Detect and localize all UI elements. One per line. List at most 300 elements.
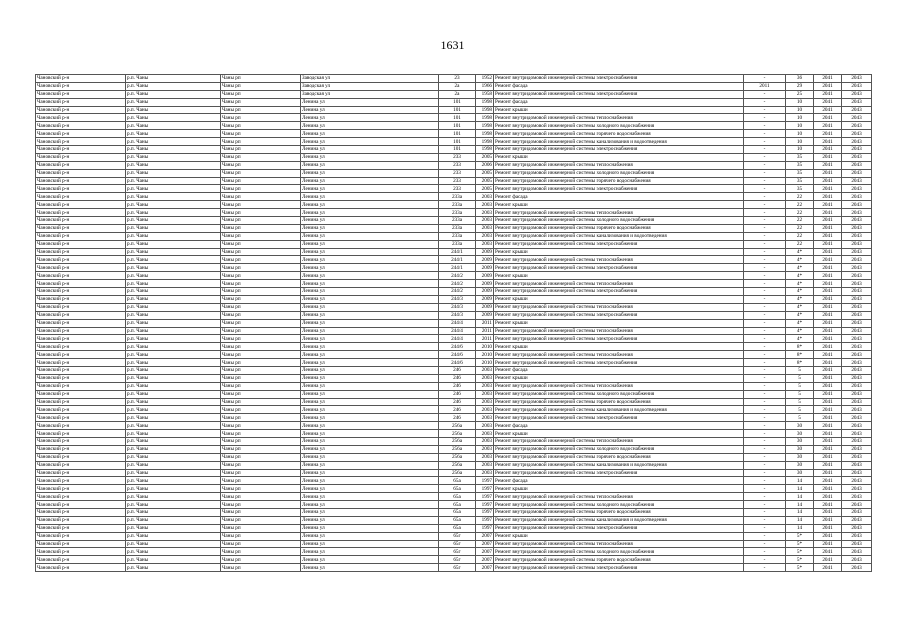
settlement-cell: Чаны рп [221,556,301,564]
wear-cell: 5 [786,366,814,374]
period-start-cell: 2041 [814,359,842,367]
settlement-cell: Чаны рп [221,185,301,193]
build-year-cell: 2009 [476,248,494,256]
settlement-type-cell: р.п. Чаны [126,508,221,516]
last-repair-year-cell: - [744,122,786,130]
last-repair-year-cell: - [744,106,786,114]
last-repair-year-cell: - [744,280,786,288]
house-number-cell: 233а [439,201,476,209]
table-row [36,169,872,177]
work-type-cell: Ремонт крыши [494,485,744,493]
house-number-cell: 101 [439,106,476,114]
period-end-cell: 2043 [842,366,872,374]
settlement-type-cell: р.п. Чаны [126,366,221,374]
last-repair-year-cell: - [744,209,786,217]
settlement-type-cell: р.п. Чаны [126,240,221,248]
last-repair-year-cell: - [744,469,786,477]
house-number-cell: 246 [439,382,476,390]
house-number-cell: 65а [439,493,476,501]
house-number-cell: 256а [439,453,476,461]
street-cell: Заводская ул [301,90,439,98]
period-end-cell: 2043 [842,548,872,556]
table-row [36,374,872,382]
settlement-type-cell: р.п. Чаны [126,75,221,83]
work-type-cell: Ремонт крыши [494,201,744,209]
table-row [36,422,872,430]
period-start-cell: 2041 [814,122,842,130]
street-cell: Ленина ул [301,224,439,232]
work-type-cell: Ремонт крыши [494,343,744,351]
street-cell: Ленина ул [301,185,439,193]
last-repair-year-cell: - [744,477,786,485]
period-end-cell: 2043 [842,232,872,240]
street-cell: Ленина ул [301,359,439,367]
settlement-cell: Чаны рп [221,374,301,382]
period-end-cell: 2043 [842,209,872,217]
last-repair-year-cell: - [744,248,786,256]
settlement-type-cell: р.п. Чаны [126,264,221,272]
work-type-cell: Ремонт внутридомовой инженерной системы холодного водоснабжения [494,217,744,225]
table-row [36,256,872,264]
wear-cell: 10 [786,130,814,138]
district-cell: Чановский р-н [36,390,126,398]
district-cell: Чановский р-н [36,193,126,201]
house-number-cell: 65г [439,532,476,540]
period-start-cell: 2041 [814,201,842,209]
work-type-cell: Ремонт внутридомовой инженерной системы канализования и водоотведения [494,138,744,146]
build-year-cell: 1958 [476,90,494,98]
settlement-cell: Чаны рп [221,161,301,169]
build-year-cell: 2009 [476,256,494,264]
wear-cell: 14 [786,477,814,485]
period-end-cell: 2043 [842,280,872,288]
work-type-cell: Ремонт внутридомовой инженерной системы теплоснабжения [494,540,744,548]
wear-cell: 10 [786,138,814,146]
street-cell: Ленина ул [301,193,439,201]
house-number-cell: 244/1 [439,264,476,272]
settlement-type-cell: р.п. Чаны [126,453,221,461]
settlement-cell: Чаны рп [221,209,301,217]
build-year-cell: 2011 [476,319,494,327]
district-cell: Чановский р-н [36,264,126,272]
street-cell: Ленина ул [301,138,439,146]
period-start-cell: 2041 [814,516,842,524]
house-number-cell: 233а [439,193,476,201]
build-year-cell: 2003 [476,382,494,390]
build-year-cell: 1998 [476,106,494,114]
house-number-cell: 244/1 [439,248,476,256]
period-end-cell: 2043 [842,303,872,311]
settlement-cell: Чаны рп [221,343,301,351]
period-end-cell: 2043 [842,437,872,445]
work-type-cell: Ремонт внутридомовой инженерной системы электроснабжения [494,146,744,154]
last-repair-year-cell: - [744,311,786,319]
period-start-cell: 2041 [814,280,842,288]
period-end-cell: 2043 [842,288,872,296]
settlement-type-cell: р.п. Чаны [126,256,221,264]
street-cell: Ленина ул [301,209,439,217]
last-repair-year-cell: - [744,406,786,414]
last-repair-year-cell: - [744,130,786,138]
work-type-cell: Ремонт крыши [494,153,744,161]
last-repair-year-cell: - [744,359,786,367]
settlement-cell: Чаны рп [221,540,301,548]
settlement-type-cell: р.п. Чаны [126,485,221,493]
settlement-cell: Чаны рп [221,493,301,501]
period-start-cell: 2041 [814,319,842,327]
street-cell: Ленина ул [301,106,439,114]
settlement-cell: Чаны рп [221,240,301,248]
period-start-cell: 2041 [814,177,842,185]
district-cell: Чановский р-н [36,540,126,548]
house-number-cell: 244/6 [439,343,476,351]
work-type-cell: Ремонт внутридомовой инженерной системы горячего водоснабжения [494,224,744,232]
street-cell: Ленина ул [301,146,439,154]
wear-cell: 10 [786,114,814,122]
table-body [36,75,872,572]
build-year-cell: 2007 [476,548,494,556]
period-start-cell: 2041 [814,335,842,343]
period-start-cell: 2041 [814,193,842,201]
period-start-cell: 2041 [814,264,842,272]
settlement-cell: Чаны рп [221,508,301,516]
wear-cell: 5 [786,406,814,414]
period-start-cell: 2041 [814,548,842,556]
build-year-cell: 2003 [476,224,494,232]
period-end-cell: 2043 [842,351,872,359]
district-cell: Чановский р-н [36,146,126,154]
settlement-cell: Чаны рп [221,138,301,146]
last-repair-year-cell: - [744,114,786,122]
settlement-type-cell: р.п. Чаны [126,351,221,359]
house-number-cell: 65г [439,564,476,572]
street-cell: Ленина ул [301,201,439,209]
table-row [36,516,872,524]
settlement-cell: Чаны рп [221,501,301,509]
period-start-cell: 2041 [814,248,842,256]
period-end-cell: 2043 [842,556,872,564]
period-start-cell: 2041 [814,232,842,240]
period-start-cell: 2041 [814,398,842,406]
table-row [36,548,872,556]
work-type-cell: Ремонт внутридомовой инженерной системы электроснабжения [494,75,744,83]
work-type-cell: Ремонт внутридомовой инженерной системы канализования и водоотведения [494,232,744,240]
build-year-cell: 1998 [476,98,494,106]
last-repair-year-cell: - [744,516,786,524]
work-type-cell: Ремонт внутридомовой инженерной системы электроснабжения [494,524,744,532]
district-cell: Чановский р-н [36,288,126,296]
build-year-cell: 2003 [476,406,494,414]
table-row [36,556,872,564]
district-cell: Чановский р-н [36,169,126,177]
house-number-cell: 65г [439,548,476,556]
last-repair-year-cell: - [744,201,786,209]
build-year-cell: 2007 [476,540,494,548]
table-row [36,288,872,296]
street-cell: Ленина ул [301,169,439,177]
table-row [36,532,872,540]
settlement-type-cell: р.п. Чаны [126,493,221,501]
house-number-cell: 246 [439,414,476,422]
last-repair-year-cell: - [744,169,786,177]
house-number-cell: 246 [439,406,476,414]
district-cell: Чановский р-н [36,335,126,343]
build-year-cell: 2009 [476,303,494,311]
period-end-cell: 2043 [842,114,872,122]
period-end-cell: 2043 [842,335,872,343]
settlement-type-cell: р.п. Чаны [126,138,221,146]
last-repair-year-cell: - [744,382,786,390]
build-year-cell: 2003 [476,445,494,453]
period-start-cell: 2041 [814,75,842,83]
settlement-cell: Чаны рп [221,288,301,296]
period-start-cell: 2041 [814,256,842,264]
district-cell: Чановский р-н [36,485,126,493]
period-start-cell: 2041 [814,540,842,548]
street-cell: Ленина ул [301,303,439,311]
wear-cell: 10 [786,98,814,106]
last-repair-year-cell: - [744,414,786,422]
settlement-cell: Чаны рп [221,177,301,185]
district-cell: Чановский р-н [36,90,126,98]
work-type-cell: Ремонт внутридомовой инженерной системы теплоснабжения [494,493,744,501]
work-type-cell: Ремонт внутридомовой инженерной системы горячего водоснабжения [494,177,744,185]
period-start-cell: 2041 [814,185,842,193]
house-number-cell: 101 [439,138,476,146]
period-end-cell: 2043 [842,122,872,130]
table-row [36,280,872,288]
last-repair-year-cell: - [744,319,786,327]
build-year-cell: 1997 [476,485,494,493]
district-cell: Чановский р-н [36,177,126,185]
district-cell: Чановский р-н [36,351,126,359]
settlement-type-cell: р.п. Чаны [126,524,221,532]
settlement-cell: Чаны рп [221,366,301,374]
work-type-cell: Ремонт внутридомовой инженерной системы электроснабжения [494,469,744,477]
work-type-cell: Ремонт внутридомовой инженерной системы электроснабжения [494,288,744,296]
build-year-cell: 1998 [476,138,494,146]
street-cell: Ленина ул [301,414,439,422]
district-cell: Чановский р-н [36,114,126,122]
build-year-cell: 2003 [476,201,494,209]
settlement-type-cell: р.п. Чаны [126,82,221,90]
street-cell: Ленина ул [301,382,439,390]
district-cell: Чановский р-н [36,130,126,138]
house-number-cell: 101 [439,114,476,122]
settlement-cell: Чаны рп [221,90,301,98]
street-cell: Ленина ул [301,453,439,461]
wear-cell: 4* [786,319,814,327]
wear-cell: 5* [786,540,814,548]
table-row [36,327,872,335]
period-end-cell: 2043 [842,477,872,485]
settlement-type-cell: р.п. Чаны [126,556,221,564]
settlement-cell: Чаны рп [221,82,301,90]
street-cell: Ленина ул [301,398,439,406]
period-end-cell: 2043 [842,295,872,303]
table-row [36,540,872,548]
period-end-cell: 2043 [842,138,872,146]
settlement-type-cell: р.п. Чаны [126,564,221,572]
build-year-cell: 1998 [476,114,494,122]
last-repair-year-cell: - [744,232,786,240]
last-repair-year-cell: - [744,366,786,374]
last-repair-year-cell: - [744,264,786,272]
page-number: 1631 [440,38,465,52]
settlement-cell: Чаны рп [221,256,301,264]
wear-cell: 5* [786,532,814,540]
work-type-cell: Ремонт внутридомовой инженерной системы теплоснабжения [494,303,744,311]
district-cell: Чановский р-н [36,98,126,106]
wear-cell: 5 [786,382,814,390]
build-year-cell: 2011 [476,327,494,335]
table-row [36,146,872,154]
house-number-cell: 244/2 [439,272,476,280]
settlement-cell: Чаны рп [221,382,301,390]
settlement-type-cell: р.п. Чаны [126,232,221,240]
district-cell: Чановский р-н [36,493,126,501]
build-year-cell: 2005 [476,153,494,161]
period-start-cell: 2041 [814,138,842,146]
settlement-cell: Чаны рп [221,130,301,138]
wear-cell: 5 [786,374,814,382]
last-repair-year-cell: - [744,398,786,406]
wear-cell: 4* [786,335,814,343]
settlement-type-cell: р.п. Чаны [126,374,221,382]
table-row [36,303,872,311]
settlement-type-cell: р.п. Чаны [126,437,221,445]
district-cell: Чановский р-н [36,374,126,382]
period-end-cell: 2043 [842,240,872,248]
table-row [36,469,872,477]
table-row [36,335,872,343]
period-end-cell: 2043 [842,224,872,232]
settlement-cell: Чаны рп [221,524,301,532]
last-repair-year-cell: - [744,501,786,509]
build-year-cell: 2005 [476,169,494,177]
period-end-cell: 2043 [842,193,872,201]
last-repair-year-cell: - [744,153,786,161]
house-number-cell: 65а [439,524,476,532]
house-number-cell: 256а [439,461,476,469]
table-row [36,382,872,390]
house-number-cell: 2а [439,90,476,98]
build-year-cell: 2009 [476,288,494,296]
district-cell: Чановский р-н [36,516,126,524]
work-type-cell: Ремонт внутридомовой инженерной системы электроснабжения [494,311,744,319]
settlement-type-cell: р.п. Чаны [126,130,221,138]
wear-cell: 5* [786,564,814,572]
settlement-type-cell: р.п. Чаны [126,169,221,177]
house-number-cell: 244/3 [439,303,476,311]
settlement-type-cell: р.п. Чаны [126,359,221,367]
street-cell: Ленина ул [301,153,439,161]
house-number-cell: 233 [439,153,476,161]
period-start-cell: 2041 [814,169,842,177]
wear-cell: 22 [786,240,814,248]
last-repair-year-cell: 2011 [744,82,786,90]
wear-cell: 4* [786,288,814,296]
build-year-cell: 2003 [476,422,494,430]
wear-cell: 30 [786,469,814,477]
street-cell: Ленина ул [301,548,439,556]
period-end-cell: 2043 [842,461,872,469]
house-number-cell: 101 [439,130,476,138]
wear-cell: 10 [786,106,814,114]
house-number-cell: 23 [439,75,476,83]
house-number-cell: 233а [439,240,476,248]
table-row [36,477,872,485]
period-start-cell: 2041 [814,106,842,114]
settlement-type-cell: р.п. Чаны [126,532,221,540]
last-repair-year-cell: - [744,374,786,382]
period-end-cell: 2043 [842,430,872,438]
house-number-cell: 256а [439,437,476,445]
work-type-cell: Ремонт внутридомовой инженерной системы канализования и водоотведения [494,406,744,414]
street-cell: Ленина ул [301,264,439,272]
settlement-type-cell: р.п. Чаны [126,122,221,130]
street-cell: Ленина ул [301,366,439,374]
build-year-cell: 2003 [476,437,494,445]
district-cell: Чановский р-н [36,359,126,367]
last-repair-year-cell: - [744,335,786,343]
street-cell: Ленина ул [301,501,439,509]
settlement-type-cell: р.п. Чаны [126,477,221,485]
district-cell: Чановский р-н [36,414,126,422]
house-number-cell: 256а [439,445,476,453]
period-end-cell: 2043 [842,185,872,193]
district-cell: Чановский р-н [36,366,126,374]
settlement-type-cell: р.п. Чаны [126,343,221,351]
build-year-cell: 2003 [476,469,494,477]
period-end-cell: 2043 [842,169,872,177]
district-cell: Чановский р-н [36,272,126,280]
table-row [36,359,872,367]
table-row [36,248,872,256]
district-cell: Чановский р-н [36,327,126,335]
table-row [36,311,872,319]
table-row [36,351,872,359]
settlement-type-cell: р.п. Чаны [126,382,221,390]
house-number-cell: 65г [439,556,476,564]
build-year-cell: 2010 [476,343,494,351]
period-start-cell: 2041 [814,469,842,477]
last-repair-year-cell: - [744,445,786,453]
period-start-cell: 2041 [814,556,842,564]
build-year-cell: 2003 [476,209,494,217]
build-year-cell: 2009 [476,311,494,319]
settlement-type-cell: р.п. Чаны [126,114,221,122]
table-row [36,90,872,98]
table-row [36,217,872,225]
settlement-cell: Чаны рп [221,217,301,225]
table-row [36,240,872,248]
street-cell: Ленина ул [301,516,439,524]
work-type-cell: Ремонт фасада [494,98,744,106]
street-cell: Ленина ул [301,240,439,248]
street-cell: Ленина ул [301,532,439,540]
house-number-cell: 244/2 [439,280,476,288]
last-repair-year-cell: - [744,272,786,280]
period-end-cell: 2043 [842,445,872,453]
period-start-cell: 2041 [814,288,842,296]
build-year-cell: 1998 [476,130,494,138]
table-row [36,366,872,374]
table-row [36,430,872,438]
settlement-cell: Чаны рп [221,169,301,177]
settlement-cell: Чаны рп [221,248,301,256]
settlement-cell: Чаны рп [221,146,301,154]
